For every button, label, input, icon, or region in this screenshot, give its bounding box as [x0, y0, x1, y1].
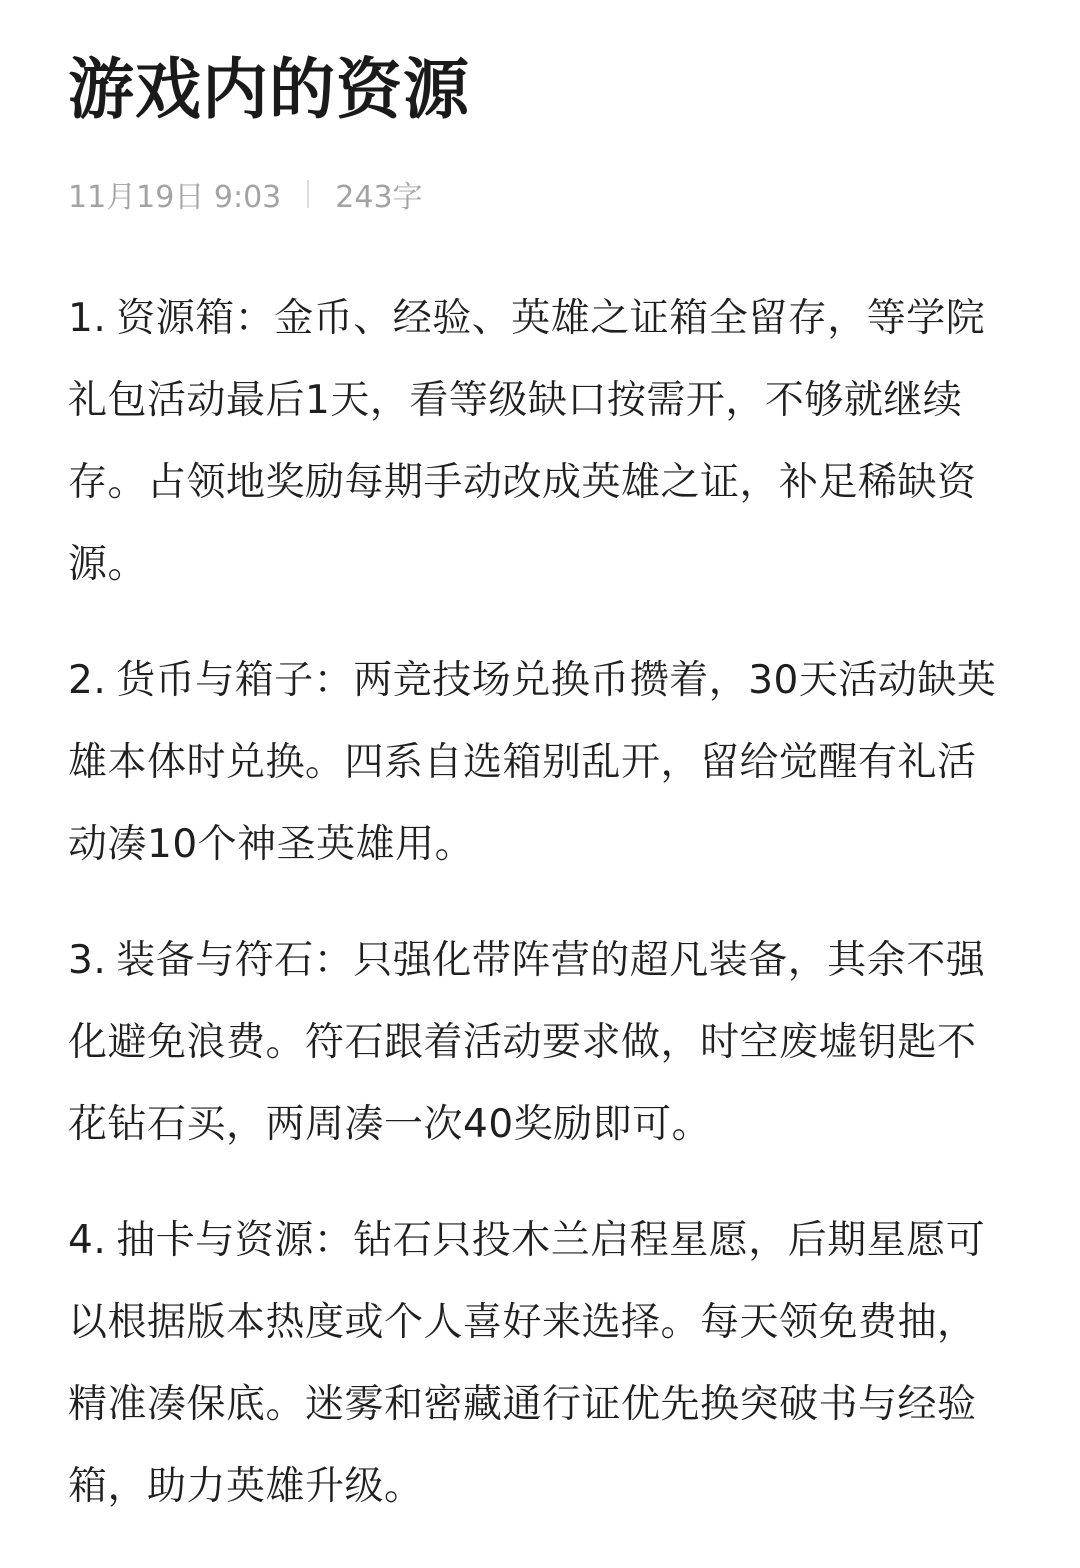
article-meta — [68, 172, 423, 216]
paragraph-number: 1. — [68, 296, 107, 341]
paragraph-text: 资源箱：金币、经验、英雄之证箱全留存，等学院礼包活动最后1天，看等级缺口按需开，不够就继续存。占领地奖励每期手动改成英雄之证，补足稀缺资源。 — [68, 296, 986, 587]
article-date: 11月19日 9:03 — [68, 180, 282, 215]
paragraph-text: 装备与符石：只强化带阵营的超凡装备，其余不强化避免浪费。符石跟着活动要求做，时空废墟钥匙不花钻石买，两周凑一次40奖励即可。 — [68, 938, 986, 1147]
paragraph-text: 货币与箱子：两竞技场兑换币攒着，30天活动缺英雄本体时兑换。四系自选箱别乱开，留给觉醒有礼活动凑10个神圣英雄用。 — [68, 658, 997, 867]
meta-divider — [307, 180, 309, 208]
paragraph-text: 抽卡与资源：钻石只投木兰启程星愿，后期星愿可以根据版本热度或个人喜好来选择。每天领免费抽，精准凑保底。迷雾和密藏通行证优先换突破书与经验箱，助力英雄升级。 — [68, 1218, 986, 1509]
article-word-count: 243字 — [335, 180, 423, 215]
article-title: 游戏内的资源 — [68, 51, 470, 128]
paragraph-1 — [68, 278, 1012, 606]
paragraph-number: 2. — [68, 658, 107, 703]
paragraph-3 — [68, 920, 1012, 1166]
paragraph-4 — [68, 1200, 1012, 1528]
paragraph-number: 4. — [68, 1218, 107, 1263]
article-body[interactable] — [68, 278, 1012, 1562]
paragraph-2 — [68, 640, 1012, 886]
paragraph-number: 3. — [68, 938, 107, 983]
